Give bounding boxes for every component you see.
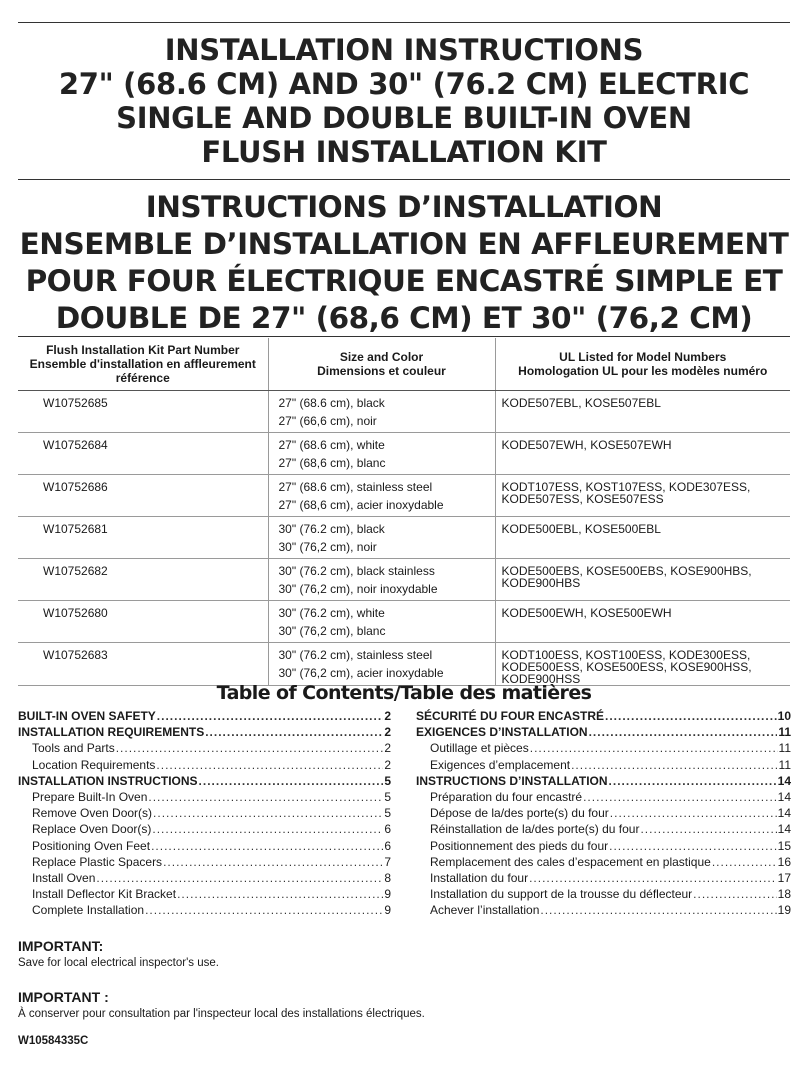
toc-page-number: 2	[384, 709, 391, 723]
title-divider	[18, 179, 790, 180]
toc-entry-label: Préparation du four encastré	[430, 790, 583, 805]
toc-entry[interactable]	[416, 854, 791, 870]
toc-page-number: 19	[777, 903, 791, 918]
table-row	[18, 432, 790, 474]
toc-entry[interactable]	[18, 821, 391, 837]
toc-leader-dots	[163, 854, 383, 870]
top-rule	[18, 22, 790, 23]
toc-page-number: 6	[384, 822, 391, 837]
toc-entry[interactable]	[416, 708, 791, 724]
toc-entry-label: Prepare Built-In Oven	[32, 790, 148, 805]
models-cell: KODT100ESS, KOST100ESS, KODE300ESS, KODE500ESS, KOSE500ESS, KOSE900HSS, KODE900HSS	[495, 642, 790, 685]
models-cell: KODT107ESS, KOST107ESS, KODE307ESS, KODE507ESS, KOSE507ESS	[495, 474, 790, 516]
toc-entry-label: Replace Oven Door(s)	[32, 822, 152, 837]
important-heading: IMPORTANT :	[18, 989, 109, 1005]
toc-page-number: 5	[384, 773, 391, 788]
french-title	[18, 189, 790, 337]
toc-entry[interactable]	[18, 902, 391, 918]
toc-entry-label: Complete Installation	[32, 903, 145, 918]
toc-page-number: 14	[777, 773, 791, 788]
toc-page-number: 18	[777, 887, 791, 902]
size-color-cell: 27" (68.6 cm), white 27" (68,6 cm), blanc	[268, 432, 495, 474]
title-line: ENSEMBLE D’INSTALLATION EN AFFLEUREMENT	[19, 227, 789, 261]
toc-entry[interactable]	[416, 757, 791, 773]
toc-leader-dots	[96, 870, 383, 886]
toc-entry[interactable]	[18, 740, 391, 756]
toc-page-number: 16	[777, 854, 791, 869]
important-text: À conserver pour consultation par l'inspecteur local des installations électriques.	[18, 1008, 425, 1020]
toc-entry[interactable]	[416, 838, 791, 854]
toc-page-number: 11	[778, 757, 791, 772]
toc-entry[interactable]	[18, 838, 391, 854]
toc-page-number: 8	[384, 871, 391, 886]
toc-page-number: 10	[777, 709, 791, 723]
part-number-cell: W10752681	[18, 516, 268, 558]
toc-french	[416, 708, 791, 919]
toc-page-number: 9	[384, 903, 391, 918]
toc-leader-dots	[609, 773, 777, 789]
toc-entry[interactable]	[18, 870, 391, 886]
toc-entry-label: Achever l’installation	[430, 903, 540, 918]
table-row	[18, 600, 790, 642]
title-line: 27" (68.6 CM) AND 30" (76.2 CM) ELECTRIC	[58, 67, 750, 101]
toc-leader-dots	[148, 789, 383, 805]
toc-entry[interactable]	[18, 757, 391, 773]
part-number-header: Flush Installation Kit Part Number Ensemble d'installation en affleurement référence	[18, 338, 268, 390]
size-color-header: Size and Color Dimensions et couleur	[268, 338, 495, 390]
toc-page-number: 2	[384, 741, 391, 756]
toc-leader-dots	[153, 805, 383, 821]
toc-page-number: 17	[777, 871, 791, 886]
toc-entry-label: Install Deflector Kit Bracket	[32, 887, 177, 902]
table-row	[18, 390, 790, 432]
toc-page-number: 14	[777, 822, 791, 837]
toc-entry-label: Positionnement des pieds du four	[430, 838, 609, 853]
toc-leader-dots	[205, 724, 383, 740]
ul-models-header: UL Listed for Model Numbers Homologation UL pour les modèles numéro	[495, 338, 790, 390]
toc-entry-label: Remplacement des cales d’espacement en plastique	[430, 854, 711, 869]
toc-page-number: 11	[778, 725, 791, 740]
toc-entry-label: Location Requirements	[32, 757, 156, 772]
part-number-cell: W10752682	[18, 558, 268, 600]
toc-leader-dots	[589, 724, 778, 740]
toc-entry-label: INSTALLATION REQUIREMENTS	[18, 725, 205, 740]
models-cell: KODE500EWH, KOSE500EWH	[495, 600, 790, 642]
toc-entry-label: EXIGENCES D’INSTALLATION	[416, 725, 588, 740]
title-line: DOUBLE DE 27" (68,6 CM) ET 30" (76,2 CM)	[55, 301, 753, 335]
toc-entry[interactable]	[18, 724, 391, 740]
toc-entry-label: Outillage et pièces	[430, 741, 529, 756]
part-number-cell: W10752685	[18, 390, 268, 432]
toc-entry-label: Install Oven	[32, 871, 96, 886]
toc-entry[interactable]	[416, 902, 791, 918]
toc-leader-dots	[152, 821, 383, 837]
title-line: INSTRUCTIONS D’INSTALLATION	[145, 190, 663, 224]
table-row	[18, 642, 790, 685]
toc-entry[interactable]	[416, 724, 791, 740]
toc-entry[interactable]	[416, 821, 791, 837]
toc-leader-dots	[583, 789, 777, 805]
english-title	[18, 33, 790, 169]
toc-leader-dots	[199, 773, 384, 789]
toc-entry[interactable]	[18, 886, 391, 902]
toc-entry-label: INSTALLATION INSTRUCTIONS	[18, 773, 198, 788]
toc-entry-label: Replace Plastic Spacers	[32, 854, 163, 869]
toc-entry[interactable]	[18, 773, 391, 789]
toc-page-number: 14	[777, 790, 791, 805]
toc-entry-label: Réinstallation de la/des porte(s) du four	[430, 822, 640, 837]
part-number-cell: W10752684	[18, 432, 268, 474]
important-notice-en	[18, 938, 219, 969]
toc-entry-label: BUILT-IN OVEN SAFETY	[18, 709, 156, 723]
title-line: POUR FOUR ÉLECTRIQUE ENCASTRÉ SIMPLE ET	[25, 264, 783, 298]
title-line: INSTALLATION INSTRUCTIONS	[164, 33, 644, 67]
toc-entry-label: SÉCURITÉ DU FOUR ENCASTRÉ	[416, 709, 605, 723]
important-heading: IMPORTANT:	[18, 938, 104, 954]
part-number-cell: W10752683	[18, 642, 268, 685]
toc-page-number: 7	[384, 854, 391, 869]
toc-leader-dots	[151, 838, 383, 854]
toc-entry[interactable]	[416, 773, 791, 789]
toc-page-number: 5	[384, 806, 391, 821]
models-cell: KODE500EBS, KOSE500EBS, KOSE900HBS, KODE900HBS	[495, 558, 790, 600]
toc-page-number: 2	[384, 757, 391, 772]
table-row	[18, 474, 790, 516]
toc-english	[18, 708, 391, 919]
toc-leader-dots	[530, 740, 778, 756]
toc-entry[interactable]	[416, 740, 791, 756]
toc-page-number: 11	[778, 741, 791, 756]
toc-entry[interactable]	[18, 708, 391, 724]
toc-entry-label: Dépose de la/des porte(s) du four	[430, 806, 609, 821]
toc-entry-label: INSTRUCTIONS D’INSTALLATION	[416, 773, 608, 788]
toc-title: Table of Contents/Table des matières	[216, 682, 592, 704]
part-number-cell: W10752686	[18, 474, 268, 516]
toc-page-number: 14	[777, 806, 791, 821]
title-line: FLUSH INSTALLATION KIT	[201, 135, 607, 169]
size-color-cell: 30" (76.2 cm), black stainless 30" (76,2 cm), noir inoxydable	[268, 558, 495, 600]
toc-leader-dots	[610, 805, 777, 821]
toc-page-number: 9	[384, 887, 391, 902]
table-header-row	[18, 338, 790, 390]
toc-leader-dots	[605, 708, 777, 724]
table-top-rule	[18, 336, 790, 337]
important-text: Save for local electrical inspector's use.	[18, 957, 219, 969]
important-notice-fr	[18, 989, 425, 1020]
toc-leader-dots	[571, 757, 777, 773]
toc-leader-dots	[540, 902, 776, 918]
toc-leader-dots	[177, 886, 383, 902]
toc-entry-label: Remove Oven Door(s)	[32, 806, 153, 821]
toc-leader-dots	[116, 740, 384, 756]
table-row	[18, 516, 790, 558]
table-row	[18, 558, 790, 600]
size-color-cell: 30" (76.2 cm), white 30" (76,2 cm), blanc	[268, 600, 495, 642]
toc-entry-label: Exigences d’emplacement	[430, 757, 571, 772]
models-cell: KODE507EBL, KOSE507EBL	[495, 390, 790, 432]
toc-entry[interactable]	[18, 805, 391, 821]
size-color-cell: 30" (76.2 cm), black 30" (76,2 cm), noir	[268, 516, 495, 558]
toc-entry[interactable]	[416, 805, 791, 821]
toc-leader-dots	[529, 870, 777, 886]
toc-leader-dots	[693, 886, 776, 902]
size-color-cell: 27" (68.6 cm), black 27" (66,6 cm), noir	[268, 390, 495, 432]
models-cell: KODE500EBL, KOSE500EBL	[495, 516, 790, 558]
toc-page-number: 2	[384, 725, 391, 740]
toc-leader-dots	[609, 838, 777, 854]
size-color-cell: 30" (76.2 cm), stainless steel 30" (76,2 cm), acier inoxydable	[268, 642, 495, 685]
toc-entry-label: Installation du four	[430, 871, 529, 886]
toc-entry-label: Positioning Oven Feet	[32, 838, 151, 853]
toc-entry[interactable]	[416, 886, 791, 902]
kit-part-table	[18, 338, 790, 686]
models-cell: KODE507EWH, KOSE507EWH	[495, 432, 790, 474]
document-number: W10584335C	[18, 1035, 89, 1047]
toc-entry[interactable]	[416, 870, 791, 886]
toc-page-number: 15	[777, 838, 791, 853]
toc-leader-dots	[640, 821, 776, 837]
toc-leader-dots	[156, 757, 383, 773]
toc-page-number: 6	[384, 838, 391, 853]
toc-entry[interactable]	[18, 789, 391, 805]
title-line: SINGLE AND DOUBLE BUILT-IN OVEN	[116, 101, 692, 135]
toc-entry[interactable]	[18, 854, 391, 870]
toc-entry-label: Installation du support de la trousse du déflecteur	[430, 887, 693, 902]
toc-page-number: 5	[384, 790, 391, 805]
size-color-cell: 27" (68.6 cm), stainless steel 27" (68,6 cm), acier inoxydable	[268, 474, 495, 516]
toc-leader-dots	[157, 708, 384, 724]
toc-leader-dots	[712, 854, 777, 870]
part-number-cell: W10752680	[18, 600, 268, 642]
toc-leader-dots	[145, 902, 383, 918]
toc-entry[interactable]	[416, 789, 791, 805]
toc-entry-label: Tools and Parts	[32, 741, 115, 756]
